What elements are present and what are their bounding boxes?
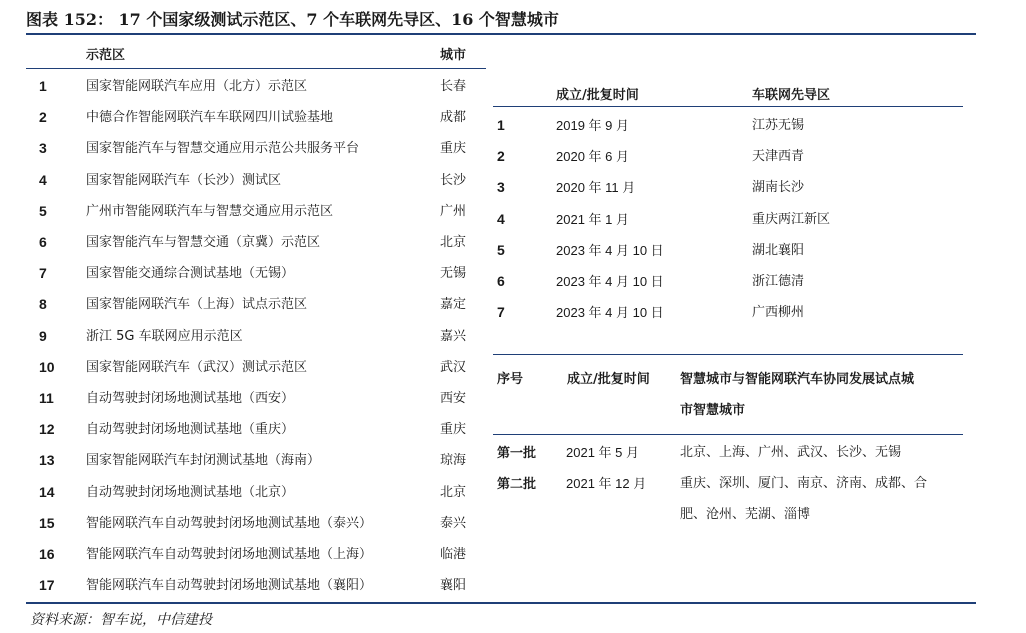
zone-name: 智能网联汽车自动驾驶封闭场地测试基地（泰兴）: [86, 515, 373, 531]
pilot-date: 2021 年 1 月: [556, 211, 629, 227]
pilot-zone: 天津西青: [752, 149, 805, 165]
zone-row: [26, 227, 486, 258]
row-number: 5: [39, 202, 47, 219]
pilot-row: [493, 297, 963, 328]
zone-row: [26, 321, 486, 352]
zone-city: 武汉: [440, 359, 467, 375]
zone-city: 无锡: [440, 266, 467, 282]
row-number: 2: [39, 109, 47, 126]
row-number: 15: [39, 514, 55, 531]
zone-row: [26, 539, 486, 570]
pilot-zone: 浙江德清: [752, 274, 805, 289]
row-number: 10: [39, 358, 55, 375]
zone-city: 琼海: [440, 453, 467, 469]
batch-label: 第一批: [497, 445, 537, 460]
figure-title: 图表 152： 17 个国家级测试示范区、7 个车联网先导区、16 个智慧城市: [26, 10, 559, 29]
zone-city: 长沙: [440, 172, 467, 188]
row-number: 5: [497, 241, 505, 258]
zone-name: 国家智能网联汽车（上海）试点示范区: [86, 297, 308, 313]
row-number: 1: [39, 78, 47, 94]
zone-city: 北京: [440, 235, 467, 250]
pilot-zone: 湖北襄阳: [752, 242, 805, 258]
zone-name: 浙江 5G 车联网应用示范区: [86, 328, 243, 344]
zone-name: 国家智能汽车与智慧交通（京冀）示范区: [86, 235, 321, 250]
pilot-zone: 广西柳州: [752, 305, 805, 321]
pilot-date: 2023 年 4 月 10 日: [556, 305, 664, 321]
pilot-date: 2023 年 4 月 10 日: [556, 274, 664, 289]
zone-name: 国家智能网联汽车（武汉）测试示范区: [86, 359, 308, 375]
pilot-zone: 江苏无锡: [752, 118, 805, 133]
pilot-row: [493, 110, 963, 141]
zone-name: 广州市智能网联汽车与智慧交通应用示范区: [86, 203, 334, 219]
pilot-date: 2020 年 11 月: [556, 180, 636, 196]
row-number: 7: [497, 304, 505, 321]
row-number: 7: [39, 265, 47, 282]
zone-row: [26, 383, 486, 414]
col-header-smart-no: 序号: [497, 372, 524, 387]
smart-row: [493, 468, 963, 530]
zone-name: 国家智能网联汽车应用（北方）示范区: [86, 79, 308, 94]
batch-cities-cont: 肥、沧州、芜湖、淄博: [680, 507, 811, 523]
zone-name: 智能网联汽车自动驾驶封闭场地测试基地（上海）: [86, 547, 373, 562]
col-header-pilot-zone: 车联网先导区: [752, 88, 831, 103]
zone-city: 襄阳: [440, 578, 467, 594]
zone-name: 国家智能网联汽车封闭测试基地（海南）: [86, 453, 321, 469]
smart-header-rule: [493, 434, 963, 435]
row-number: 6: [39, 234, 47, 250]
row-number: 11: [39, 390, 54, 406]
pilot-date: 2023 年 4 月 10 日: [556, 242, 664, 258]
row-number: 8: [39, 296, 47, 313]
row-number: 4: [497, 210, 505, 227]
bottom-rule: [26, 602, 976, 604]
zone-city: 重庆: [440, 422, 467, 438]
zone-row: [26, 102, 486, 133]
pilot-row: [493, 172, 963, 203]
row-number: 4: [39, 171, 47, 188]
pilot-zone: 湖南长沙: [752, 180, 805, 196]
batch-date: 2021 年 5 月: [566, 445, 639, 460]
zone-city: 泰兴: [440, 515, 467, 531]
zone-row: [26, 71, 486, 102]
zone-row: [26, 445, 486, 476]
title-rule: [26, 33, 976, 35]
smart-top-rule: [493, 354, 963, 355]
row-number: 3: [497, 179, 505, 196]
zone-name: 国家智能网联汽车（长沙）测试区: [86, 172, 282, 188]
zone-row: [26, 352, 486, 383]
col-header-city: 城市: [440, 48, 467, 63]
zone-city: 重庆: [440, 141, 467, 157]
col-header-zone: 示范区: [86, 48, 126, 63]
row-number: 16: [39, 546, 55, 562]
row-number: 12: [39, 421, 55, 438]
batch-label: 第二批: [497, 476, 537, 492]
zone-name: 智能网联汽车自动驾驶封闭场地测试基地（襄阳）: [86, 578, 373, 594]
zone-row: [26, 196, 486, 227]
zone-name: 国家智能汽车与智慧交通应用示范公共服务平台: [86, 141, 360, 157]
zone-row: [26, 508, 486, 539]
zone-city: 嘉定: [440, 297, 467, 313]
col-header-pilot-date: 成立/批复时间: [556, 88, 639, 103]
zone-city: 北京: [440, 484, 467, 500]
zone-name: 自动驾驶封闭场地测试基地（西安）: [86, 391, 295, 406]
zone-row: [26, 165, 486, 196]
zone-row: [26, 414, 486, 445]
pilot-row: [493, 141, 963, 172]
zone-row: [26, 289, 486, 320]
pilot-date: 2019 年 9 月: [556, 118, 629, 133]
col-header-smart-cities: 智慧城市与智能网联汽车协同发展试点城: [680, 372, 915, 387]
pilot-date: 2020 年 6 月: [556, 149, 629, 165]
pilot-header-rule: [493, 106, 963, 107]
pilot-row: [493, 204, 963, 235]
col-header-smart-date: 成立/批复时间: [567, 372, 650, 387]
zone-name: 自动驾驶封闭场地测试基地（北京）: [86, 484, 295, 500]
row-number: 3: [39, 140, 47, 157]
zone-city: 广州: [440, 203, 467, 219]
pilot-row: [493, 266, 963, 297]
col-header-smart-cities-cont: 市智慧城市: [680, 403, 746, 418]
row-number: 9: [39, 327, 47, 344]
row-number: 1: [497, 117, 505, 133]
row-number: 2: [497, 148, 505, 165]
zone-city: 长春: [440, 79, 467, 94]
zone-row: [26, 477, 486, 508]
zone-city: 嘉兴: [440, 328, 467, 344]
pilot-zone: 重庆两江新区: [752, 211, 831, 227]
left-header-rule: [26, 68, 486, 69]
zone-name: 国家智能交通综合测试基地（无锡）: [86, 266, 295, 282]
batch-cities: 重庆、深圳、厦门、南京、济南、成都、合: [680, 476, 928, 492]
source-note: 资料来源：智车说，中信建投: [30, 612, 212, 628]
zone-city: 临港: [440, 547, 467, 562]
zone-city: 西安: [440, 391, 467, 406]
zone-row: [26, 133, 486, 164]
zone-row: [26, 570, 486, 601]
row-number: 13: [39, 452, 55, 469]
row-number: 17: [39, 577, 55, 594]
row-number: 14: [39, 483, 55, 500]
zone-name: 中德合作智能网联汽车车联网四川试验基地: [86, 110, 334, 126]
batch-date: 2021 年 12 月: [566, 476, 647, 492]
batch-cities: 北京、上海、广州、武汉、长沙、无锡: [680, 445, 902, 460]
zone-row: [26, 258, 486, 289]
row-number: 6: [497, 273, 505, 289]
zone-city: 成都: [440, 110, 467, 126]
pilot-row: [493, 235, 963, 266]
zone-name: 自动驾驶封闭场地测试基地（重庆）: [86, 422, 295, 438]
